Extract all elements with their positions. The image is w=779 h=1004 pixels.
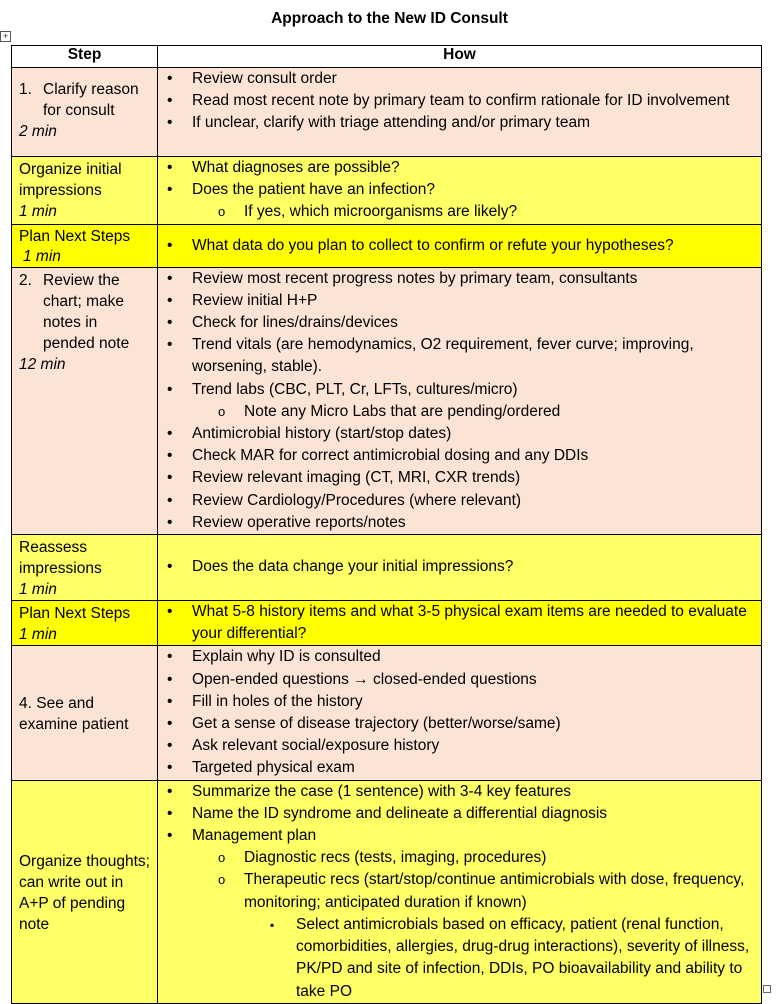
table-row [12, 224, 762, 267]
header-how: How [158, 46, 762, 68]
how-list [158, 646, 761, 779]
how-list [158, 556, 761, 578]
step-duration: 1 min [19, 626, 57, 644]
how-list [158, 68, 761, 135]
list-item: o If yes, which microorganisms are likely? [158, 201, 757, 223]
list-item: • Check for lines/drains/devices [158, 312, 757, 334]
step-label: Plan Next Steps [19, 227, 131, 245]
how-list [158, 268, 761, 534]
how-list [158, 601, 761, 645]
step-label: Reassess impressions [19, 539, 102, 578]
step-cell [12, 535, 158, 601]
how-list [158, 781, 761, 1003]
step-duration: 1 min [19, 203, 57, 220]
list-item: • Review most recent progress notes by primary team, consultants [158, 268, 757, 290]
table-move-handle-icon[interactable]: + [0, 31, 11, 42]
table-row [12, 157, 762, 225]
how-cell [158, 267, 762, 534]
step-duration: 12 min [19, 355, 66, 373]
list-item: • What 5-8 history items and what 3-5 physical exam items are needed to evaluate your differential? [158, 601, 757, 645]
step-cell [12, 780, 158, 1003]
list-item: o Note any Micro Labs that are pending/ordered [158, 401, 757, 423]
list-item: • Review Cardiology/Procedures (where relevant) [158, 490, 757, 512]
list-item: • Name the ID syndrome and delineate a differential diagnosis [158, 803, 757, 825]
how-cell [158, 535, 762, 601]
table-row [12, 780, 762, 1003]
list-item: • What diagnoses are possible? [158, 157, 757, 179]
step-label: Organize initial impressions [19, 161, 122, 199]
table-resize-handle[interactable] [763, 985, 771, 993]
table-row [12, 535, 762, 601]
how-list [158, 235, 761, 257]
document-title: Approach to the New ID Consult [271, 10, 508, 27]
how-cell [158, 224, 762, 267]
step-label: 1. Clarify reason for consult [19, 81, 139, 119]
list-item: ▪ Select antimicrobials based on efficacy, patient (renal function, comorbidities, allergies, drug-drug interactions), severity of illness, PK/PD and site of infection, DDIs, PO bioavailability and ability to take PO [158, 914, 757, 1003]
table-row [12, 68, 762, 157]
how-cell [158, 601, 762, 646]
list-item: • Summarize the case (1 sentence) with 3-4 key features [158, 781, 757, 803]
step-label: 2. Review the chart; make notes in pended note [19, 271, 130, 352]
list-item: • Check MAR for correct antimicrobial dosing and any DDIs [158, 445, 757, 467]
table-row [12, 646, 762, 780]
how-cell [158, 646, 762, 780]
how-list [158, 157, 761, 224]
list-item: • Management plan [158, 825, 757, 847]
list-item: • Antimicrobial history (start/stop dates) [158, 423, 757, 445]
step-duration: 1 min [19, 581, 57, 599]
list-item: • Review initial H+P [158, 290, 757, 312]
table-row [12, 601, 762, 646]
list-item: o Diagnostic recs (tests, imaging, procedures) [158, 847, 757, 869]
how-cell [158, 157, 762, 225]
step-label: 4. See and examine patient [19, 695, 129, 734]
step-cell [12, 601, 158, 646]
table-header-row [12, 46, 762, 68]
step-duration: 1 min [23, 247, 61, 265]
list-item: • Explain why ID is consulted [158, 646, 757, 668]
list-item: • Trend labs (CBC, PLT, Cr, LFTs, cultures/micro) [158, 379, 757, 401]
step-label: Plan Next Steps [19, 605, 131, 623]
list-item: • Trend vitals (are hemodynamics, O2 requirement, fever curve; improving, worsening, stable). [158, 334, 757, 378]
step-label: Organize thoughts; can write out in A+P of pending note [19, 852, 150, 933]
list-item: • What data do you plan to collect to confirm or refute your hypotheses? [158, 235, 757, 257]
list-item: • Open-ended questions → closed-ended questions [158, 669, 757, 691]
consult-table [11, 45, 762, 1004]
header-step: Step [12, 46, 158, 68]
list-item: o Therapeutic recs (start/stop/continue antimicrobials with dose, frequency, monitoring; anticipated duration if known) [158, 869, 757, 913]
list-item: • Review operative reports/notes [158, 512, 757, 534]
list-item: • Review relevant imaging (CT, MRI, CXR trends) [158, 467, 757, 489]
how-cell [158, 780, 762, 1003]
how-cell [158, 68, 762, 157]
list-item: • Does the patient have an infection? [158, 179, 757, 201]
list-item: • Targeted physical exam [158, 757, 757, 779]
list-item: • Get a sense of disease trajectory (better/worse/same) [158, 713, 757, 735]
step-duration: 2 min [19, 123, 57, 140]
step-cell [12, 646, 158, 780]
step-cell [12, 157, 158, 225]
list-item: • If unclear, clarify with triage attending and/or primary team [158, 112, 757, 134]
table-row [12, 267, 762, 534]
list-item: • Read most recent note by primary team to confirm rationale for ID involvement [158, 90, 757, 112]
step-cell [12, 267, 158, 534]
list-item: • Does the data change your initial impressions? [158, 556, 757, 578]
step-cell [12, 68, 158, 157]
list-item: • Ask relevant social/exposure history [158, 735, 757, 757]
list-item: • Fill in holes of the history [158, 691, 757, 713]
step-cell [12, 224, 158, 267]
list-item: • Review consult order [158, 68, 757, 90]
